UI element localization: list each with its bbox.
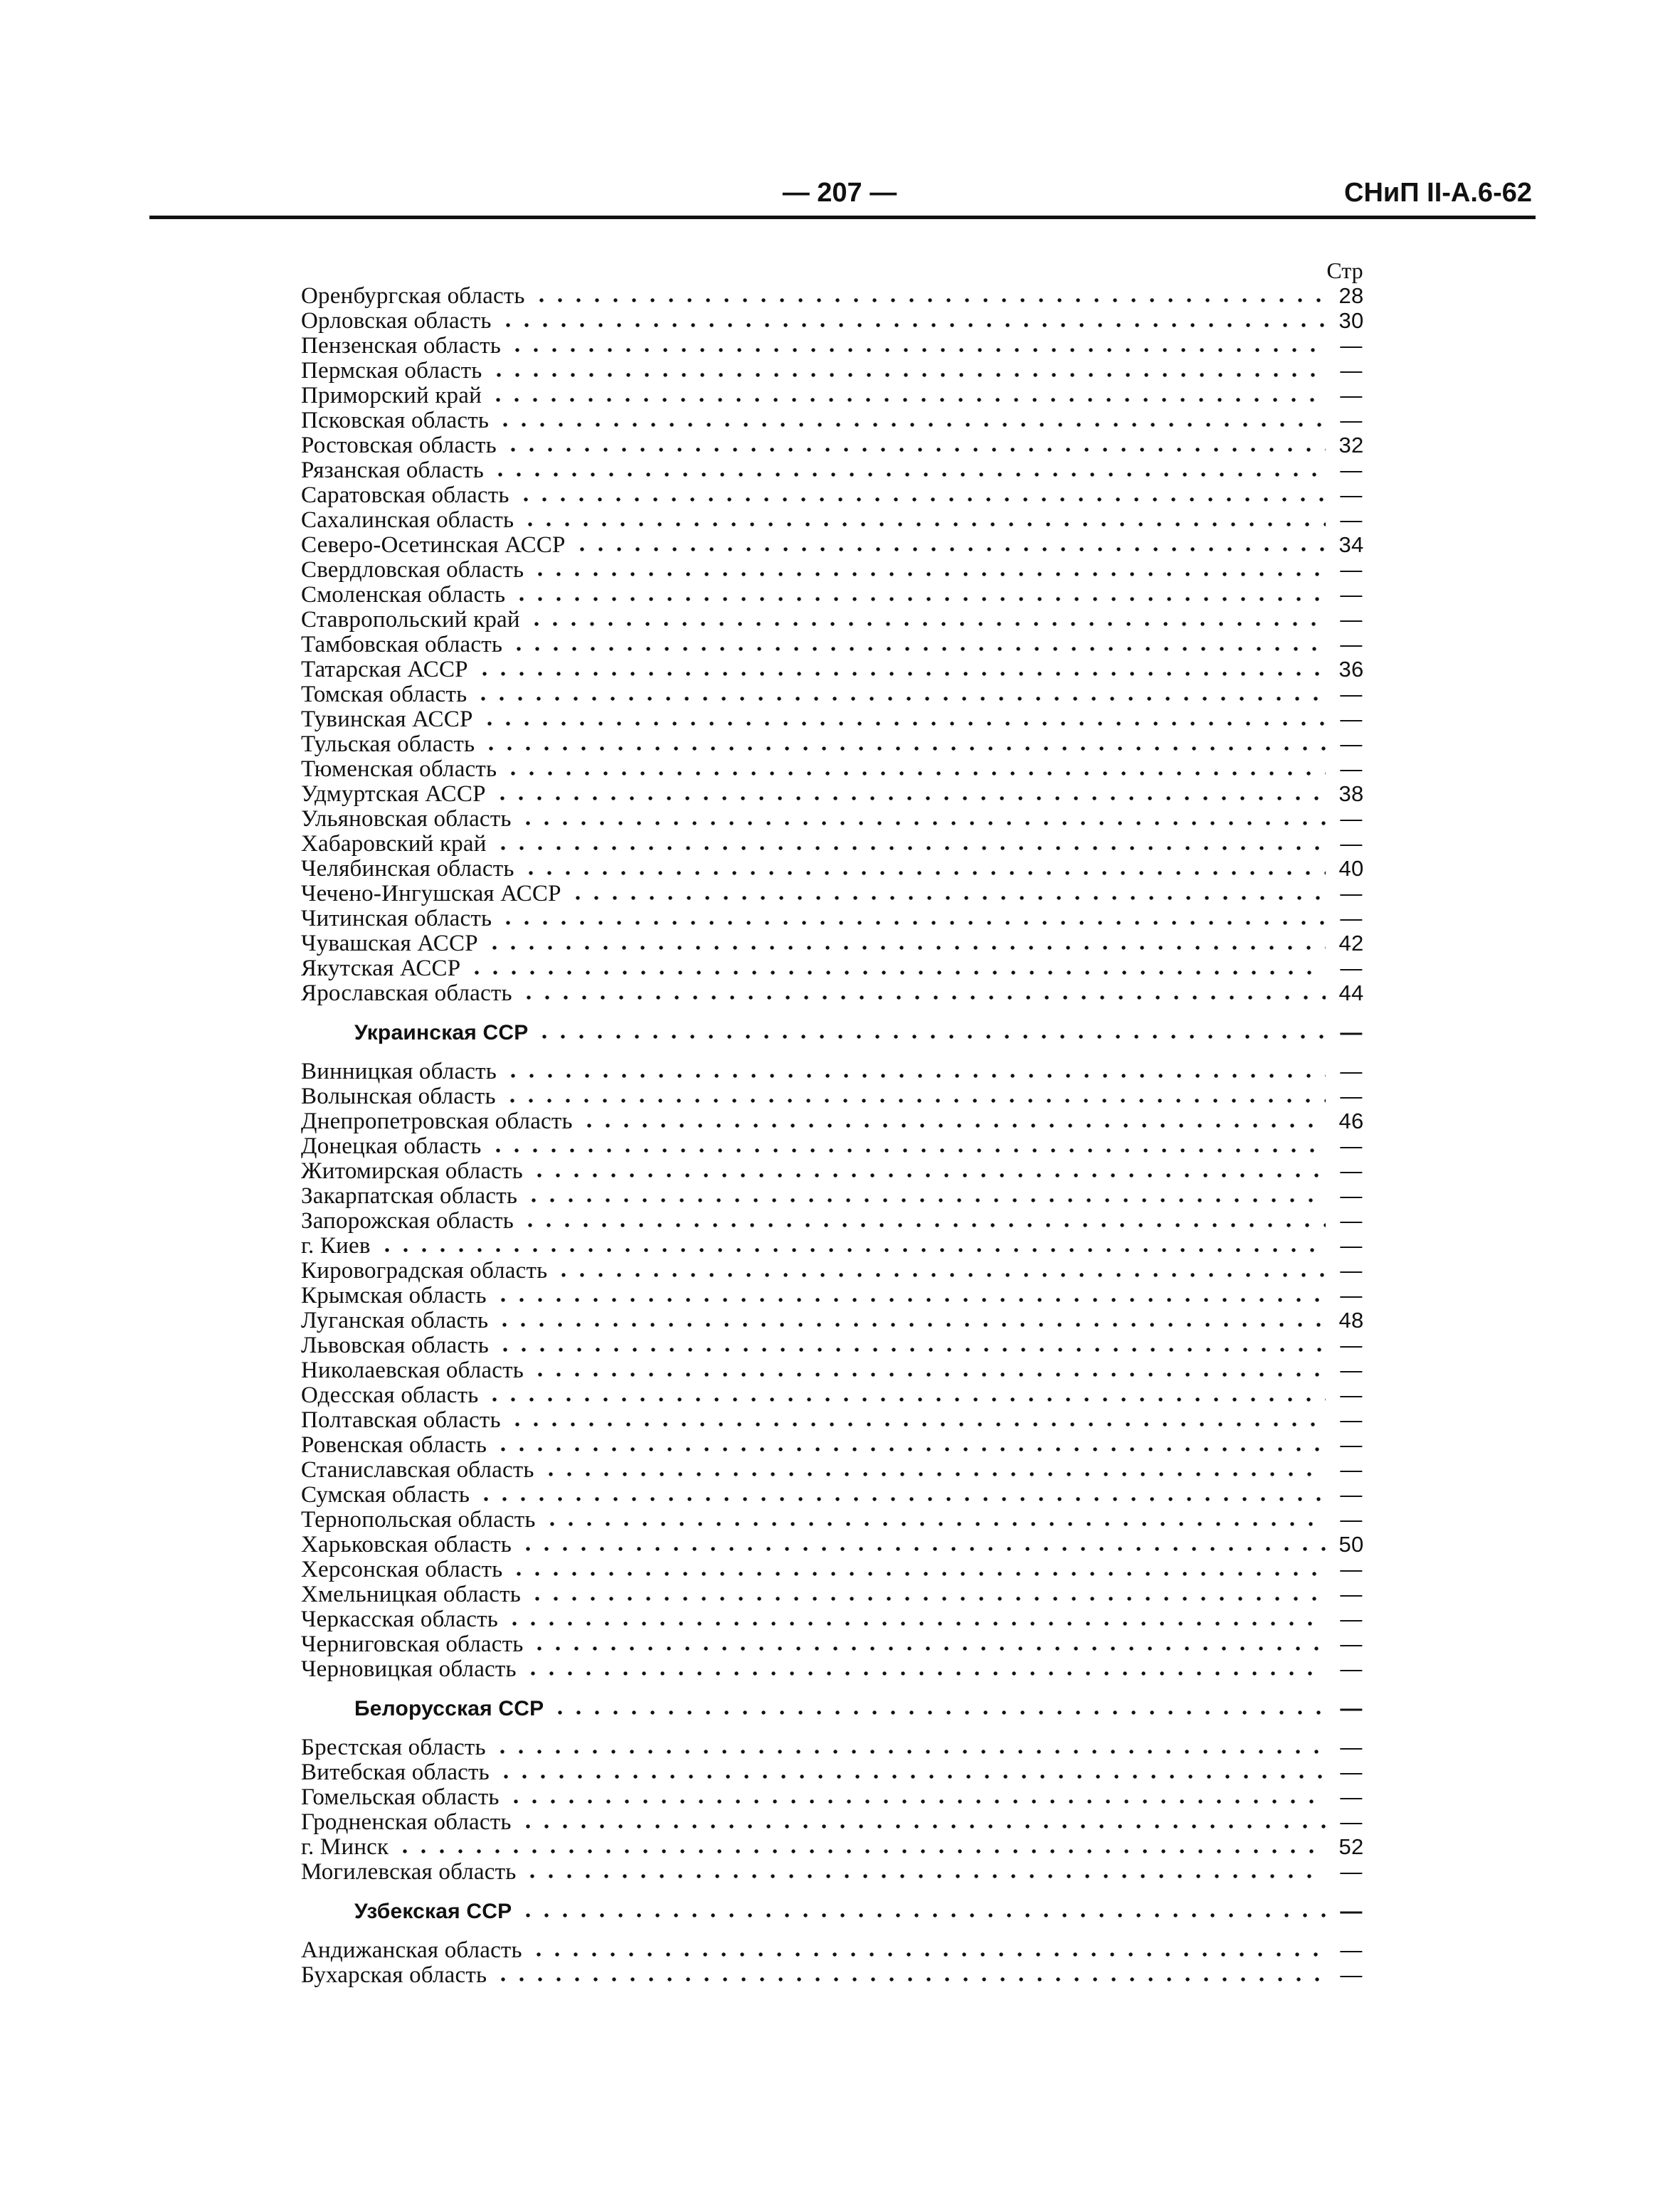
toc-page-number: —	[1340, 1432, 1363, 1457]
toc-entry-name: Тернопольская область	[301, 1507, 536, 1533]
toc-page-number: —	[1340, 1333, 1363, 1358]
toc-entry-name: Приморский край	[301, 383, 482, 408]
toc-row	[301, 1760, 1368, 1784]
toc-page-number: 38	[1338, 781, 1364, 806]
toc-page-number: 44	[1338, 980, 1364, 1005]
dot-leader	[499, 323, 1326, 327]
toc-row	[301, 731, 1368, 756]
toc-page-number: —	[1340, 1760, 1363, 1784]
toc-entry-name: Луганская область	[301, 1308, 489, 1333]
toc-entry-name: Запорожская область	[301, 1208, 514, 1234]
toc-page-number: —	[1340, 1937, 1363, 1962]
toc-page-number: 28	[1338, 283, 1364, 308]
toc-entry-name: Гродненская область	[301, 1809, 512, 1835]
dot-leader	[573, 547, 1326, 551]
toc-row	[301, 906, 1368, 931]
toc-row	[301, 457, 1368, 482]
dot-leader	[543, 1522, 1326, 1526]
toc-entry-name: Чечено-Ингушская АССР	[301, 881, 561, 906]
toc-row	[301, 1308, 1368, 1333]
toc-page-number: —	[1340, 1059, 1363, 1084]
toc-entry-name: Одесская область	[301, 1382, 479, 1408]
toc-section-row	[301, 1020, 1368, 1044]
toc-row	[301, 1937, 1368, 1962]
dot-leader	[489, 1148, 1326, 1153]
dot-leader	[396, 1849, 1326, 1853]
toc-row	[301, 1333, 1368, 1358]
toc-row	[301, 1358, 1368, 1382]
dot-leader	[475, 672, 1326, 676]
toc-page-number: —	[1340, 408, 1363, 433]
toc-entry-name: Ростовская область	[301, 433, 497, 458]
dot-leader	[521, 522, 1326, 527]
toc-entry-name: Чувашская АССР	[301, 931, 478, 956]
toc-row	[301, 1133, 1368, 1158]
toc-page-number: —	[1340, 1582, 1363, 1607]
toc-page-number: —	[1340, 1183, 1363, 1208]
toc-page-number: —	[1340, 557, 1363, 582]
toc-entry-name: Удмуртская АССР	[301, 781, 486, 807]
toc-row	[301, 1084, 1368, 1109]
toc-entry-name: Львовская область	[301, 1333, 490, 1358]
toc-entry-name: Хмельницкая область	[301, 1582, 521, 1607]
dot-leader	[519, 821, 1326, 825]
toc-page-number: —	[1340, 1158, 1363, 1183]
dot-leader	[509, 647, 1326, 651]
document-code: СНиП II-А.6-62	[1344, 178, 1532, 208]
dot-leader	[554, 1273, 1326, 1277]
dot-leader	[531, 572, 1326, 576]
toc-row	[301, 1382, 1368, 1407]
toc-entry-name: Читинская область	[301, 906, 492, 931]
toc-entry-name: Пензенская область	[301, 333, 502, 359]
dot-leader	[530, 1646, 1326, 1651]
toc-row	[301, 1507, 1368, 1532]
toc-entry-name: Тамбовская область	[301, 632, 503, 657]
toc-row	[301, 1158, 1368, 1183]
toc-page-number: —	[1340, 1631, 1363, 1656]
toc-row	[301, 931, 1368, 956]
toc-entry-name: г. Минск	[301, 1834, 389, 1860]
toc-row	[301, 1809, 1368, 1834]
toc-row	[301, 1283, 1368, 1308]
toc-page-number: —	[1340, 881, 1363, 906]
toc-row	[301, 856, 1368, 881]
toc-page-number: —	[1340, 1258, 1363, 1283]
dot-leader	[519, 1913, 1326, 1917]
dot-leader	[580, 1123, 1326, 1128]
toc-entry-name: Тувинская АССР	[301, 707, 473, 732]
toc-row	[301, 1407, 1368, 1432]
toc-row	[301, 507, 1368, 532]
toc-page-number: —	[1340, 1898, 1363, 1923]
dot-leader	[509, 1572, 1326, 1576]
toc-page-number: 40	[1338, 856, 1364, 881]
dot-leader	[505, 1621, 1326, 1626]
dot-leader	[541, 1472, 1326, 1476]
dot-leader	[482, 746, 1326, 751]
dot-leader	[528, 1597, 1326, 1601]
toc-row	[301, 1859, 1368, 1884]
toc-entry-name: Крымская область	[301, 1283, 487, 1308]
toc-page-number: —	[1340, 1656, 1363, 1681]
dot-leader	[507, 1799, 1326, 1804]
dot-leader	[467, 970, 1326, 975]
toc-page-number: 42	[1338, 931, 1364, 956]
toc-row	[301, 881, 1368, 906]
toc-page-number: —	[1340, 1557, 1363, 1582]
toc-row	[301, 607, 1368, 632]
toc-page-number: —	[1340, 457, 1363, 482]
dot-leader	[531, 1372, 1326, 1377]
toc-page-number: 46	[1338, 1109, 1364, 1133]
toc-page-number: —	[1340, 1735, 1363, 1760]
toc-page-number: —	[1340, 956, 1363, 980]
toc-entry-name: Черкасская область	[301, 1607, 498, 1632]
dot-leader	[504, 448, 1326, 452]
toc-row	[301, 1656, 1368, 1681]
toc-row	[301, 956, 1368, 980]
dot-leader	[499, 921, 1326, 925]
toc-row	[301, 582, 1368, 607]
toc-row	[301, 532, 1368, 557]
toc-page-number: 34	[1338, 532, 1364, 557]
toc-page-number: —	[1340, 607, 1363, 632]
toc-page-number: —	[1340, 682, 1363, 707]
toc-entry-name: Харьковская область	[301, 1532, 512, 1557]
toc-entry-name: Хабаровский край	[301, 831, 487, 857]
page-column-label: Стр	[1326, 258, 1363, 283]
toc-entry-name: Андижанская область	[301, 1937, 522, 1963]
dot-leader	[527, 622, 1326, 626]
dot-leader	[524, 1198, 1326, 1202]
toc-entry-name: Пермская область	[301, 358, 482, 383]
toc-entry-name: Орловская область	[301, 308, 492, 334]
table-of-contents	[301, 283, 1368, 1987]
toc-entry-name: Свердловская область	[301, 557, 524, 583]
toc-page-number: —	[1340, 1358, 1363, 1382]
dot-leader	[512, 597, 1326, 601]
toc-entry-name: Кировоградская область	[301, 1258, 548, 1284]
toc-row	[301, 682, 1368, 707]
toc-page-number: —	[1340, 1407, 1363, 1432]
toc-page-number: —	[1340, 582, 1363, 607]
dot-leader	[493, 796, 1326, 800]
toc-row	[301, 980, 1368, 1005]
dot-leader	[474, 697, 1326, 701]
toc-entry-name: Оренбургская область	[301, 283, 525, 309]
toc-page-number: —	[1340, 1457, 1363, 1482]
dot-leader	[569, 896, 1326, 900]
toc-row	[301, 1557, 1368, 1582]
toc-page-number: 32	[1338, 433, 1364, 457]
toc-page-number: —	[1340, 1382, 1363, 1407]
toc-page-number: —	[1340, 333, 1363, 358]
toc-row	[301, 482, 1368, 507]
toc-page-number: —	[1340, 507, 1363, 532]
toc-page-number: —	[1340, 1233, 1363, 1258]
dot-leader	[521, 1223, 1326, 1227]
dot-leader	[485, 946, 1326, 950]
toc-entry-name: Ставропольский край	[301, 607, 520, 633]
toc-page-number: 50	[1338, 1532, 1364, 1557]
toc-page-number: —	[1340, 1784, 1363, 1809]
dot-leader	[491, 472, 1326, 477]
toc-entry-name: Могилевская область	[301, 1859, 517, 1885]
toc-entry-name: Днепропетровская область	[301, 1109, 573, 1134]
toc-row	[301, 1532, 1368, 1557]
toc-page-number: —	[1340, 383, 1363, 408]
toc-page-number: —	[1340, 1507, 1363, 1532]
toc-row	[301, 707, 1368, 731]
dot-leader	[532, 298, 1326, 302]
toc-entry-name: Гомельская область	[301, 1784, 500, 1810]
toc-entry-name: Черниговская область	[301, 1631, 524, 1657]
toc-row	[301, 1183, 1368, 1208]
dot-leader	[503, 1099, 1326, 1103]
toc-section-row	[301, 1898, 1368, 1923]
toc-row	[301, 781, 1368, 806]
toc-row	[301, 333, 1368, 358]
dot-leader	[497, 1774, 1326, 1779]
dot-leader	[517, 497, 1326, 502]
toc-page-number: 52	[1338, 1834, 1364, 1859]
dot-leader	[551, 1710, 1326, 1715]
dot-leader	[493, 1750, 1326, 1754]
toc-entry-name: Сахалинская область	[301, 507, 514, 533]
toc-row	[301, 1258, 1368, 1283]
toc-page-number: —	[1340, 358, 1363, 383]
dot-leader	[529, 1952, 1326, 1957]
toc-entry-name: г. Киев	[301, 1233, 371, 1259]
toc-row	[301, 1582, 1368, 1607]
dot-leader	[530, 1173, 1326, 1178]
toc-entry-name: Северо-Осетинская АССР	[301, 532, 566, 558]
toc-page-number: —	[1340, 806, 1363, 831]
toc-row	[301, 1109, 1368, 1133]
dot-leader	[522, 871, 1326, 875]
toc-entry-name: Николаевская область	[301, 1358, 524, 1383]
toc-entry-name: Донецкая область	[301, 1133, 482, 1159]
toc-page-number: —	[1340, 1020, 1363, 1044]
toc-row	[301, 831, 1368, 856]
dot-leader	[523, 1874, 1326, 1878]
toc-section-title: Белорусская ССР	[354, 1697, 544, 1720]
toc-entry-name: Татарская АССР	[301, 657, 468, 682]
dot-leader	[524, 1671, 1326, 1676]
toc-section-row	[301, 1695, 1368, 1720]
toc-row	[301, 358, 1368, 383]
toc-entry-name: Брестская область	[301, 1735, 486, 1760]
dot-leader	[477, 1497, 1326, 1501]
toc-entry-name: Тюменская область	[301, 756, 497, 782]
toc-entry-name: Томская область	[301, 682, 467, 707]
toc-entry-name: Херсонская область	[301, 1557, 503, 1582]
toc-entry-name: Закарпатская область	[301, 1183, 518, 1209]
toc-page-number: —	[1340, 1482, 1363, 1507]
dot-leader	[485, 1397, 1326, 1402]
toc-entry-name: Станиславская область	[301, 1457, 534, 1483]
toc-entry-name: Бухарская область	[301, 1962, 487, 1988]
toc-row	[301, 1962, 1368, 1987]
toc-row	[301, 308, 1368, 333]
toc-row	[301, 283, 1368, 308]
toc-row	[301, 1631, 1368, 1656]
toc-entry-name: Саратовская область	[301, 482, 509, 508]
dot-leader	[508, 1422, 1326, 1427]
toc-entry-name: Волынская область	[301, 1084, 496, 1109]
toc-page-number: —	[1340, 1084, 1363, 1109]
toc-page-number: —	[1340, 482, 1363, 507]
toc-row	[301, 1607, 1368, 1631]
toc-entry-name: Ровенская область	[301, 1432, 487, 1458]
dot-leader	[480, 721, 1326, 726]
dot-leader	[496, 1348, 1326, 1352]
toc-row	[301, 1735, 1368, 1760]
toc-entry-name: Сумская область	[301, 1482, 470, 1508]
page-number: — 207 —	[782, 178, 897, 208]
toc-page-number: —	[1340, 831, 1363, 856]
toc-page-number: —	[1340, 1859, 1363, 1884]
toc-entry-name: Смоленская область	[301, 582, 506, 608]
toc-entry-name: Винницкая область	[301, 1059, 497, 1084]
toc-row	[301, 657, 1368, 682]
toc-row	[301, 806, 1368, 831]
toc-page-number: —	[1340, 1962, 1363, 1987]
dot-leader	[495, 1323, 1326, 1327]
toc-row	[301, 1457, 1368, 1482]
toc-row	[301, 383, 1368, 408]
toc-row	[301, 557, 1368, 582]
toc-row	[301, 1233, 1368, 1258]
dot-leader	[504, 771, 1326, 776]
toc-entry-name: Житомирская область	[301, 1158, 523, 1184]
dot-leader	[494, 1447, 1326, 1451]
toc-row	[301, 408, 1368, 433]
toc-page-number: —	[1340, 1809, 1363, 1834]
dot-leader	[494, 1298, 1326, 1302]
toc-entry-name: Тульская область	[301, 731, 475, 757]
toc-page-number: —	[1340, 1208, 1363, 1233]
dot-leader	[489, 398, 1326, 402]
toc-row	[301, 1059, 1368, 1084]
toc-row	[301, 1208, 1368, 1233]
dot-leader	[494, 1977, 1326, 1982]
dot-leader	[490, 373, 1326, 377]
toc-section-title: Узбекская ССР	[354, 1900, 512, 1923]
dot-leader	[494, 846, 1326, 850]
toc-page-number: —	[1340, 756, 1363, 781]
dot-leader	[519, 1547, 1326, 1551]
dot-leader	[504, 1074, 1326, 1078]
toc-entry-name: Ярославская область	[301, 980, 512, 1006]
toc-page-number: —	[1340, 632, 1363, 657]
toc-row	[301, 756, 1368, 781]
toc-section-title: Украинская ССР	[354, 1021, 529, 1044]
header-rule	[149, 216, 1536, 219]
dot-leader	[496, 423, 1326, 427]
toc-row	[301, 1432, 1368, 1457]
toc-page-number: 48	[1338, 1308, 1364, 1333]
toc-entry-name: Ульяновская область	[301, 806, 512, 832]
toc-page-number: 30	[1338, 308, 1364, 333]
toc-page-number: —	[1340, 1607, 1363, 1631]
toc-entry-name: Черновицкая область	[301, 1656, 517, 1682]
toc-row	[301, 632, 1368, 657]
toc-row	[301, 1834, 1368, 1859]
dot-leader	[519, 1824, 1326, 1829]
toc-entry-name: Челябинская область	[301, 856, 514, 882]
toc-entry-name: Рязанская область	[301, 457, 484, 483]
toc-page-number: —	[1340, 707, 1363, 731]
toc-entry-name: Якутская АССР	[301, 956, 461, 981]
dot-leader	[508, 348, 1326, 352]
toc-page-number: —	[1340, 1695, 1363, 1720]
toc-page-number: —	[1340, 1283, 1363, 1308]
dot-leader	[519, 995, 1326, 1000]
toc-page-number: —	[1340, 731, 1363, 756]
dot-leader	[535, 1035, 1326, 1039]
toc-row	[301, 1482, 1368, 1507]
toc-entry-name: Витебская область	[301, 1760, 490, 1785]
toc-page-number: 36	[1338, 657, 1364, 682]
toc-entry-name: Псковская область	[301, 408, 490, 433]
toc-row	[301, 1784, 1368, 1809]
toc-page-number: —	[1340, 906, 1363, 931]
toc-row	[301, 433, 1368, 457]
toc-entry-name: Полтавская область	[301, 1407, 501, 1433]
toc-page-number: —	[1340, 1133, 1363, 1158]
dot-leader	[378, 1248, 1326, 1252]
